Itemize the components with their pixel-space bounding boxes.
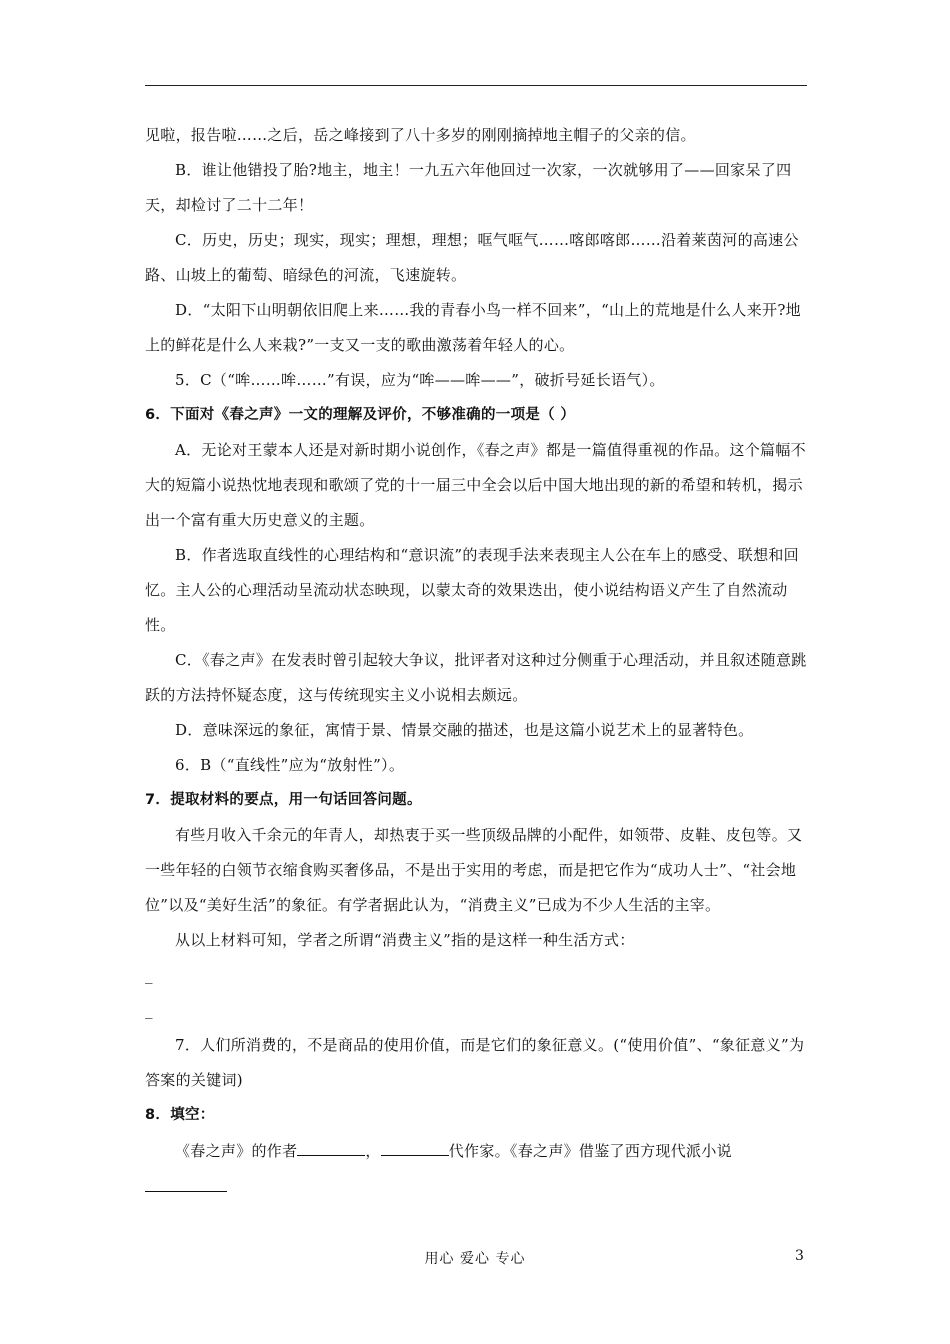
fill-blank-author[interactable]: [297, 1133, 365, 1156]
option-d: D．“太阳下山明朝依旧爬上来……我的青春小鸟一样不回来”，“山上的荒地是什么人来开?地上的鲜花是什么人来栽?”一支又一支的歌曲激荡着年轻人的心。: [145, 301, 801, 354]
answer-line-1: _: [145, 966, 153, 984]
option-b: B．谁让他错投了胎?地主，地主！一九五六年他回过一次家，一次就够用了——回家呆了四天，却检讨了二十二年！: [145, 161, 792, 214]
answer-line-2: _: [145, 1001, 153, 1019]
q8-fill-line: [145, 1133, 807, 1205]
option-c: C．历史，历史；现实，现实；理想，理想；哐气哐气……喀郎喀郎……沿着莱茵河的高速公路、山坡上的葡萄、暗绿色的河流，飞速旋转。: [145, 231, 799, 284]
q6-option-a: A．无论对王蒙本人还是对新时期小说创作，《春之声》都是一篇值得重视的作品。这个篇幅不大的短篇小说热忱地表现和歌颂了党的十一届三中全会以后中国大地出现的新的希望和转机，揭示出一个富有重大历史意义的主题。: [145, 441, 806, 529]
fill-blank-technique[interactable]: [145, 1169, 227, 1192]
header-rule: [145, 85, 807, 86]
q6-option-d: D．意味深远的象征，寓情于景、情景交融的描述，也是这篇小说艺术上的显著特色。: [175, 721, 754, 739]
page-content: [145, 118, 807, 1205]
q7-material: 有些月收入千余元的年青人，却热衷于买一些顶级品牌的小配件，如领带、皮鞋、皮包等。又一些年轻的白领节衣缩食购买奢侈品，不是出于实用的考虑，而是把它作为“成功人士”、“社会地位”以及“美好生活”的象征。有学者据此认为，“消费主义”已成为不少人生活的主宰。: [145, 826, 803, 914]
page-number: 3: [795, 1248, 804, 1264]
q6-option-c: C．《春之声》在发表时曾引起较大争议，批评者对这种过分侧重于心理活动，并且叙述随意跳跃的方法持怀疑态度，这与传统现实主义小说相去颇远。: [145, 651, 807, 704]
q6-option-b: B．作者选取直线性的心理结构和“意识流”的表现手法来表现主人公在车上的感受、联想和回忆。主人公的心理活动呈流动状态映现，以蒙太奇的效果迭出，使小说结构语义产生了自然流动性。: [145, 546, 799, 634]
q7-prompt: 从以上材料可知，学者之所谓“消费主义”指的是这样一种生活方式：: [175, 931, 635, 949]
question-8: 8．填空：: [145, 1107, 215, 1123]
answer-5: 5．C（“哞……哞……”有误，应为“哞——哞——”，破折号延长语气）。: [175, 371, 665, 389]
fill-text-2: 代作家。《春之声》借鉴了西方现代派小说: [448, 1142, 732, 1160]
question-7: 7．提取材料的要点，用一句话回答问题。: [145, 792, 422, 808]
paragraph-continuation: 见啦，报告啦……之后，岳之峰接到了八十多岁的刚刚摘掉地主帽子的父亲的信。: [145, 126, 696, 144]
answer-6: 6．B（“直线性”应为“放射性”）。: [175, 756, 405, 774]
footer-motto: 用心 爱心 专心: [424, 1251, 526, 1267]
question-6: 6．下面对《春之声》一文的理解及评价，不够准确的一项是（ ）: [145, 407, 576, 423]
fill-blank-era[interactable]: [381, 1133, 449, 1156]
fill-separator: ，: [365, 1142, 381, 1160]
answer-7: 7．人们所消费的，不是商品的使用价值，而是它们的象征意义。(“使用价值”、“象征意义”为答案的关键词): [145, 1036, 805, 1089]
fill-text-1: 《春之声》的作者: [175, 1142, 298, 1160]
